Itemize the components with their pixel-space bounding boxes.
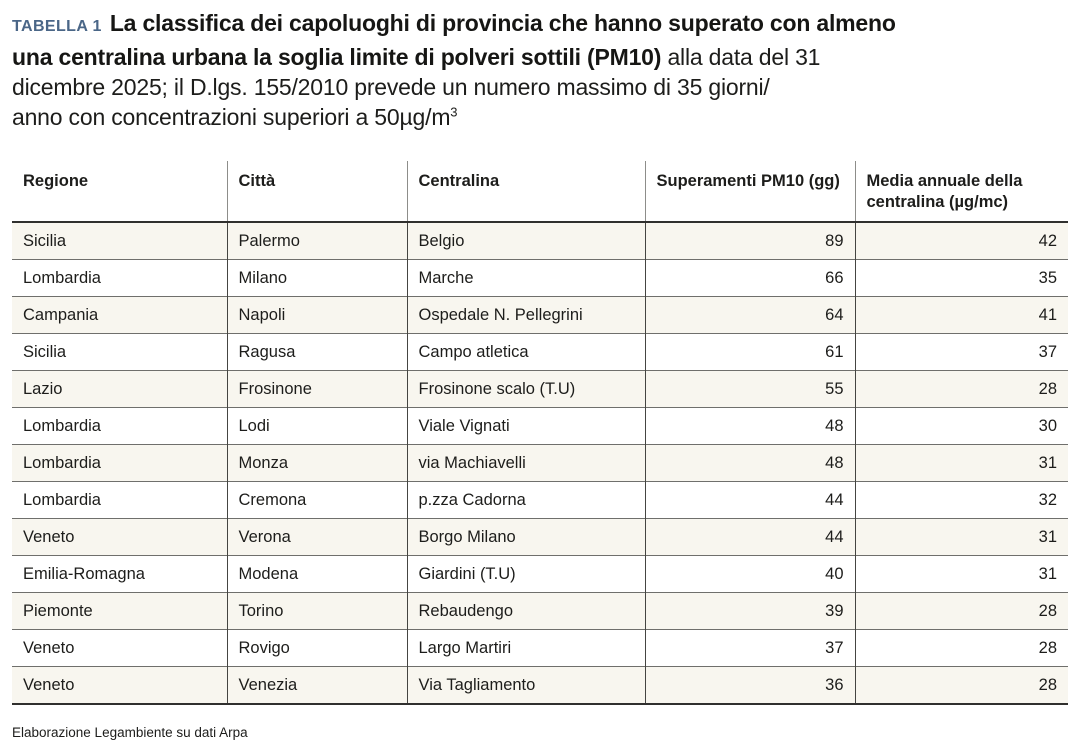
exceedances-cell: 48 — [645, 408, 855, 445]
city-cell: Rovigo — [227, 630, 407, 667]
station-cell: Borgo Milano — [407, 519, 645, 556]
exceedances-cell: 40 — [645, 556, 855, 593]
station-cell: via Machiavelli — [407, 445, 645, 482]
city-cell: Ragusa — [227, 334, 407, 371]
region-cell: Lazio — [12, 371, 227, 408]
station-cell: Marche — [407, 260, 645, 297]
caption-line-1 — [12, 10, 896, 36]
caption-regular-part-2: dicembre 2025; il D.lgs. 155/2010 prevede un numero massimo di 35 giorni/ — [12, 74, 770, 100]
annual-mean-cell: 30 — [855, 408, 1068, 445]
column-header-regione: Regione — [12, 161, 227, 222]
table-caption — [12, 8, 1068, 132]
region-cell: Veneto — [12, 630, 227, 667]
annual-mean-cell: 37 — [855, 334, 1068, 371]
column-header-media-annuale: Media annuale della centralina (µg/mc) — [855, 161, 1068, 222]
annual-mean-cell: 31 — [855, 556, 1068, 593]
city-cell: Verona — [227, 519, 407, 556]
annual-mean-cell: 41 — [855, 297, 1068, 334]
annual-mean-cell: 28 — [855, 593, 1068, 630]
table-row — [12, 297, 1068, 334]
table-row — [12, 371, 1068, 408]
annual-mean-cell: 28 — [855, 630, 1068, 667]
caption-line-2 — [12, 44, 820, 70]
table-number-tag: TABELLA 1 — [12, 18, 102, 35]
table-body — [12, 222, 1068, 704]
region-cell: Lombardia — [12, 445, 227, 482]
exceedances-cell: 89 — [645, 222, 855, 260]
table-row — [12, 630, 1068, 667]
city-cell: Lodi — [227, 408, 407, 445]
station-cell: p.zza Cadorna — [407, 482, 645, 519]
region-cell: Veneto — [12, 519, 227, 556]
caption-bold-part-1: La classifica dei capoluoghi di provincia che hanno superato con almeno — [109, 10, 896, 36]
exceedances-cell: 36 — [645, 667, 855, 705]
city-cell: Frosinone — [227, 371, 407, 408]
region-cell: Piemonte — [12, 593, 227, 630]
city-cell: Milano — [227, 260, 407, 297]
station-cell: Viale Vignati — [407, 408, 645, 445]
source-note: Elaborazione Legambiente su dati Arpa — [12, 725, 248, 740]
table-row — [12, 408, 1068, 445]
station-cell: Belgio — [407, 222, 645, 260]
caption-superscript: 3 — [450, 104, 458, 120]
city-cell: Palermo — [227, 222, 407, 260]
region-cell: Emilia-Romagna — [12, 556, 227, 593]
region-cell: Sicilia — [12, 334, 227, 371]
table-header-row — [12, 161, 1068, 222]
column-header-citta: Città — [227, 161, 407, 222]
exceedances-cell: 48 — [645, 445, 855, 482]
exceedances-cell: 39 — [645, 593, 855, 630]
region-cell: Lombardia — [12, 260, 227, 297]
table-row — [12, 593, 1068, 630]
table-row — [12, 482, 1068, 519]
exceedances-cell: 66 — [645, 260, 855, 297]
station-cell: Largo Martiri — [407, 630, 645, 667]
caption-line-3 — [12, 74, 770, 100]
station-cell: Ospedale N. Pellegrini — [407, 297, 645, 334]
city-cell: Torino — [227, 593, 407, 630]
exceedances-cell: 44 — [645, 519, 855, 556]
city-cell: Napoli — [227, 297, 407, 334]
table-row — [12, 667, 1068, 705]
exceedances-cell: 55 — [645, 371, 855, 408]
table-row — [12, 519, 1068, 556]
caption-regular-part-3: anno con concentrazioni superiori a 50µg/m — [12, 104, 451, 130]
table-header — [12, 161, 1068, 222]
table-row — [12, 445, 1068, 482]
annual-mean-cell: 32 — [855, 482, 1068, 519]
caption-regular-part-1: alla data del 31 — [661, 44, 821, 70]
annual-mean-cell: 28 — [855, 667, 1068, 705]
table-row — [12, 260, 1068, 297]
region-cell: Lombardia — [12, 482, 227, 519]
table-row — [12, 556, 1068, 593]
region-cell: Veneto — [12, 667, 227, 705]
station-cell: Via Tagliamento — [407, 667, 645, 705]
region-cell: Lombardia — [12, 408, 227, 445]
station-cell: Rebaudengo — [407, 593, 645, 630]
region-cell: Campania — [12, 297, 227, 334]
column-header-superamenti: Superamenti PM10 (gg) — [645, 161, 855, 222]
column-header-centralina: Centralina — [407, 161, 645, 222]
exceedances-cell: 61 — [645, 334, 855, 371]
exceedances-cell: 64 — [645, 297, 855, 334]
annual-mean-cell: 28 — [855, 371, 1068, 408]
station-cell: Giardini (T.U) — [407, 556, 645, 593]
pm10-ranking-table — [12, 161, 1068, 705]
city-cell: Venezia — [227, 667, 407, 705]
city-cell: Monza — [227, 445, 407, 482]
region-cell: Sicilia — [12, 222, 227, 260]
table-row — [12, 222, 1068, 260]
annual-mean-cell: 31 — [855, 519, 1068, 556]
city-cell: Modena — [227, 556, 407, 593]
table-row — [12, 334, 1068, 371]
annual-mean-cell: 31 — [855, 445, 1068, 482]
exceedances-cell: 44 — [645, 482, 855, 519]
city-cell: Cremona — [227, 482, 407, 519]
station-cell: Campo atletica — [407, 334, 645, 371]
exceedances-cell: 37 — [645, 630, 855, 667]
station-cell: Frosinone scalo (T.U) — [407, 371, 645, 408]
annual-mean-cell: 35 — [855, 260, 1068, 297]
annual-mean-cell: 42 — [855, 222, 1068, 260]
caption-line-4 — [12, 104, 457, 130]
caption-bold-part-2: una centralina urbana la soglia limite di polveri sottili (PM10) — [12, 44, 662, 70]
